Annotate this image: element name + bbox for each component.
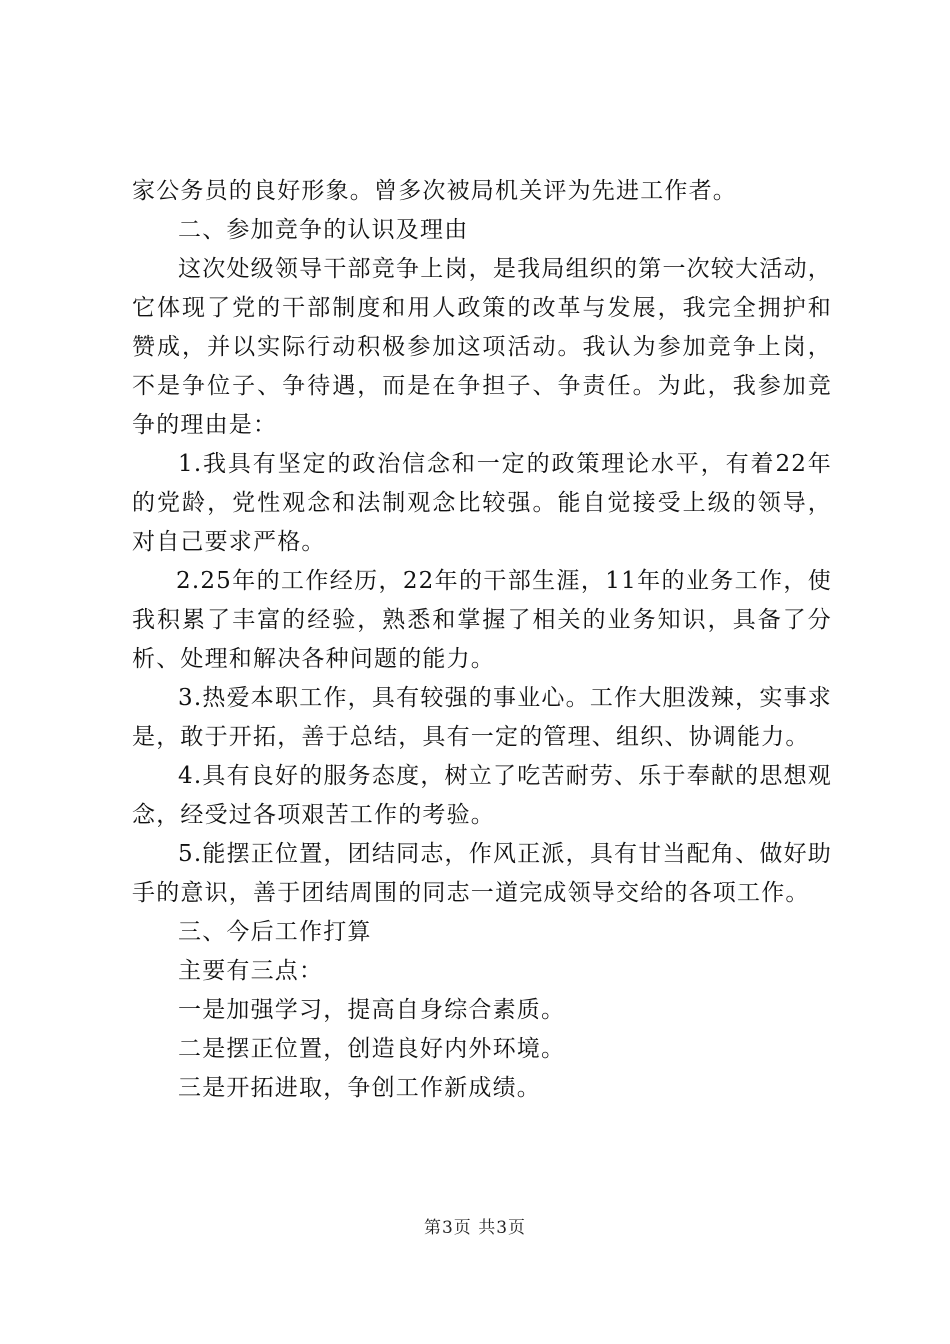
- section-heading-2: 二、参加竞争的认识及理由: [178, 217, 469, 243]
- reason-item-5: 5.能摆正位置，团结同志，作风正派，具有甘当配角、做好助手的意识，善于团结周围的同志一道完成领导交给的各项工作。: [132, 841, 832, 906]
- reason-item-3: 3.热爱本职工作，具有较强的事业心。工作大胆泼辣，实事求是，敢于开拓，善于总结，具有一定的管理、组织、协调能力。: [132, 685, 832, 750]
- paragraph-intro: 这次处级领导干部竞争上岗，是我局组织的第一次较大活动，它体现了党的干部制度和用人政策的改革与发展，我完全拥护和赞成，并以实际行动积极参加这项活动。我认为参加竞争上岗，不是争位子、争待遇，而是在争担子、争责任。为此，我参加竞争的理由是：: [132, 256, 832, 438]
- reason-item-1: 1.我具有坚定的政治信念和一定的政策理论水平，有着22年的党龄，党性观念和法制观念比较强。能自觉接受上级的领导，对自己要求严格。: [132, 451, 832, 555]
- paragraph-continuation: 家公务员的良好形象。曾多次被局机关评为先进工作者。: [132, 178, 737, 204]
- document-body: [132, 172, 832, 1108]
- reason-item-2: 2.25年的工作经历，22年的干部生涯，11年的业务工作，使我积累了丰富的经验，熟悉和掌握了相关的业务知识，具备了分析、处理和解决各种问题的能力。: [132, 568, 832, 672]
- page-number-footer: 第3页 共3页: [423, 1218, 527, 1238]
- plan-point-3: 三是开拓进取，争创工作新成绩。: [178, 1075, 541, 1101]
- section-heading-3: 三、今后工作打算: [178, 919, 372, 945]
- plan-point-1: 一是加强学习，提高自身综合素质。: [178, 997, 566, 1023]
- reason-item-4: 4.具有良好的服务态度，树立了吃苦耐劳、乐于奉献的思想观念，经受过各项艰苦工作的考验。: [132, 763, 832, 828]
- paragraph-summary: 主要有三点：: [178, 958, 324, 984]
- plan-point-2: 二是摆正位置，创造良好内外环境。: [178, 1036, 566, 1062]
